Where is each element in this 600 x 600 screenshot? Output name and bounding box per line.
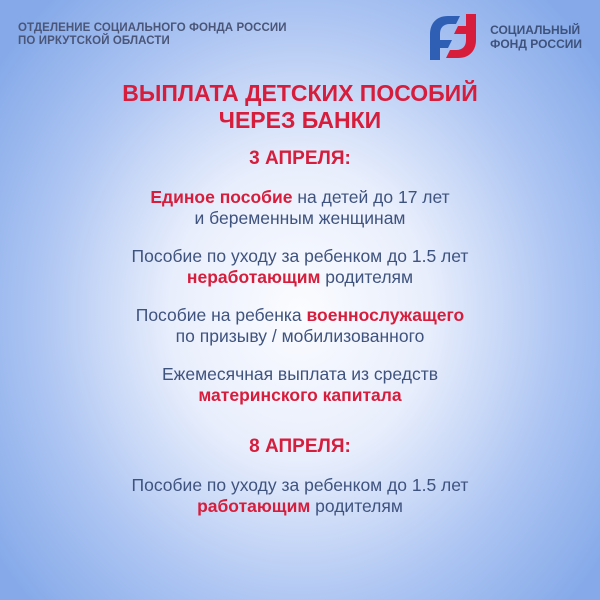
title-line-2: ЧЕРЕЗ БАНКИ <box>218 107 382 133</box>
highlight: Единое пособие <box>150 187 293 207</box>
text: родителям <box>310 496 403 516</box>
header <box>18 22 582 72</box>
organization-name <box>18 22 287 48</box>
highlight: военнослужащего <box>306 305 465 325</box>
list-item <box>0 187 600 229</box>
text: родителям <box>320 267 414 287</box>
logo-line-2: ФОНД РОССИИ <box>490 37 582 51</box>
highlight: работающим <box>197 496 311 516</box>
item-line-1: Пособие по уходу за ребенком до 1.5 лет <box>131 246 469 266</box>
item-line-2 <box>0 267 600 288</box>
sfr-logo <box>424 10 582 64</box>
item-line-1: Ежемесячная выплата из средств <box>161 364 439 384</box>
list-item <box>0 364 600 406</box>
list-item <box>0 475 600 517</box>
item-line-1 <box>0 187 600 208</box>
list-item <box>0 305 600 347</box>
item-line-2: материнского капитала <box>198 385 402 405</box>
date-heading-2: 8 АПРЕЛЯ: <box>249 436 351 457</box>
item-line-2: по призыву / мобилизованного <box>175 326 425 346</box>
item-line-1 <box>0 305 600 326</box>
main-content <box>0 80 600 534</box>
text: на детей до 17 лет <box>292 187 450 207</box>
text: Пособие на ребенка <box>135 305 307 325</box>
page-title <box>0 80 600 134</box>
item-line-2: и беременным женщинам <box>194 208 406 228</box>
logo-text <box>490 23 582 51</box>
sfr-logo-icon <box>424 10 482 64</box>
highlight: неработающим <box>186 267 321 287</box>
org-line-1: ОТДЕЛЕНИЕ СОЦИАЛЬНОГО ФОНДА РОССИИ <box>18 22 287 34</box>
date-heading-1: 3 АПРЕЛЯ: <box>249 148 351 169</box>
list-item <box>0 246 600 288</box>
logo-line-1: СОЦИАЛЬНЫЙ <box>490 23 581 37</box>
org-line-2: ПО ИРКУТСКОЙ ОБЛАСТИ <box>18 35 170 47</box>
item-line-1: Пособие по уходу за ребенком до 1.5 лет <box>131 475 469 495</box>
item-line-2 <box>0 496 600 517</box>
title-line-1: ВЫПЛАТА ДЕТСКИХ ПОСОБИЙ <box>122 80 478 106</box>
